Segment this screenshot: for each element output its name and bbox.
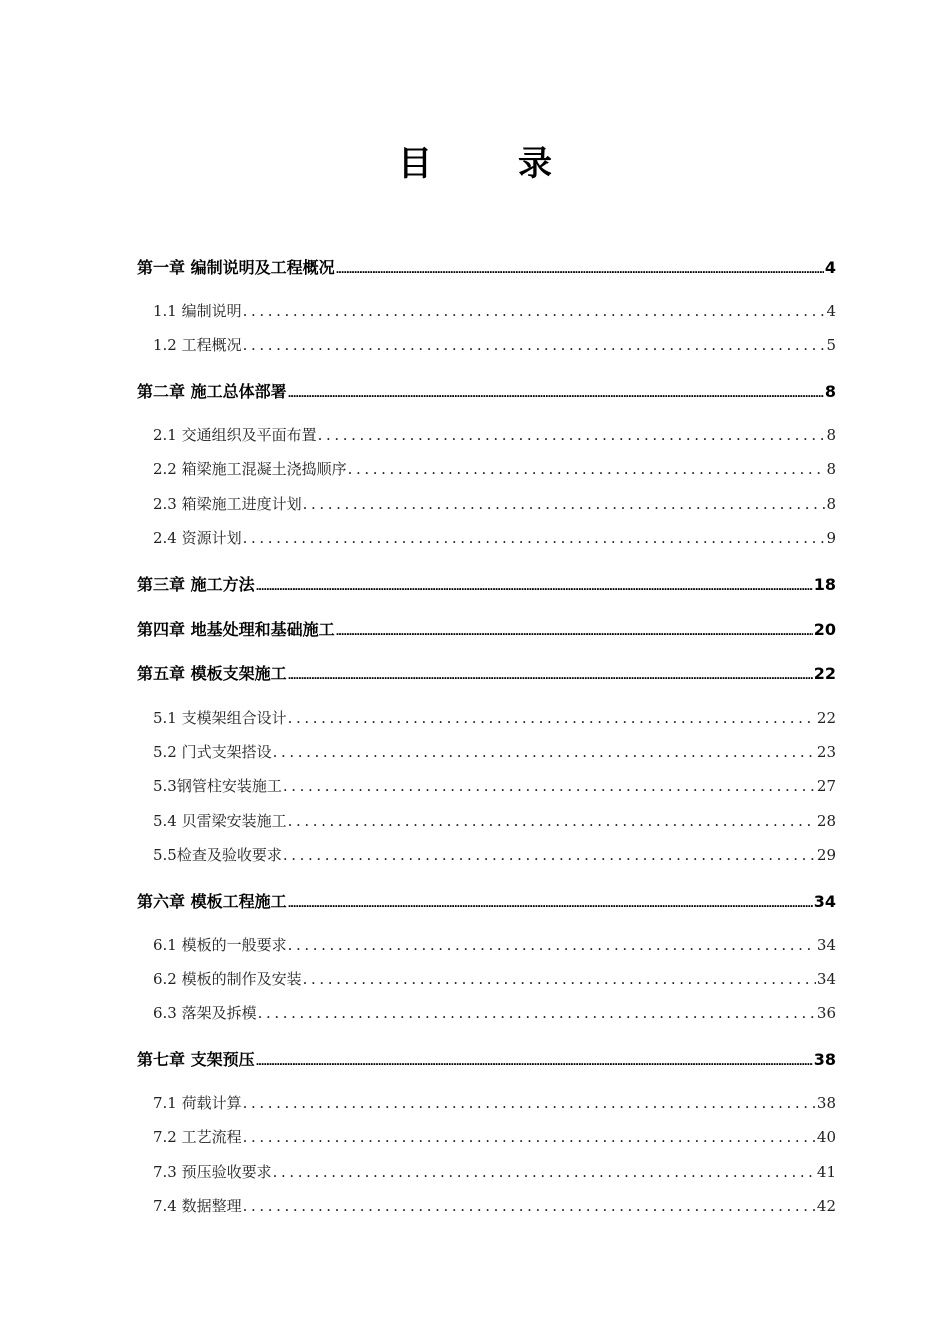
dot-leader — [303, 970, 816, 988]
toc-label: 第五章 模板支架施工 — [137, 664, 287, 683]
dot-leader — [288, 709, 816, 727]
toc-label: 6.2 模板的制作及安装 — [153, 970, 302, 988]
toc-label: 第一章 编制说明及工程概况 — [137, 258, 335, 277]
toc-section[interactable] — [153, 934, 836, 955]
toc-label: 第三章 施工方法 — [137, 575, 255, 594]
toc-section[interactable] — [153, 741, 836, 762]
dot-leader — [283, 777, 816, 795]
toc-chapter[interactable] — [137, 617, 836, 640]
toc-chapter[interactable] — [137, 661, 836, 684]
dot-leader — [243, 1094, 816, 1112]
toc-page-number: 22 — [816, 709, 836, 727]
toc-page-number: 23 — [816, 743, 836, 761]
toc-label: 7.4 数据整理 — [153, 1197, 242, 1215]
toc-page-number: 8 — [826, 426, 836, 444]
toc-section[interactable] — [153, 707, 836, 728]
dot-leader — [288, 812, 816, 830]
toc-section[interactable] — [153, 493, 836, 514]
toc-label: 第二章 施工总体部署 — [137, 382, 287, 401]
title-char-2: 录 — [518, 144, 552, 184]
toc-label: 2.3 箱梁施工进度计划 — [153, 495, 302, 513]
dot-leader — [256, 582, 813, 593]
toc-section[interactable] — [153, 1002, 836, 1023]
toc-page-number: 8 — [824, 382, 836, 401]
toc-page-number: 34 — [813, 892, 836, 911]
toc-label: 第七章 支架预压 — [137, 1050, 255, 1069]
toc-label: 5.2 门式支架搭设 — [153, 743, 272, 761]
toc-page-number: 34 — [816, 970, 836, 988]
toc-section[interactable] — [153, 810, 836, 831]
toc-page-number: 36 — [816, 1004, 836, 1022]
dot-leader — [303, 495, 826, 513]
toc-chapter[interactable] — [137, 572, 836, 595]
toc-page-number: 38 — [813, 1050, 836, 1069]
toc-section[interactable] — [153, 968, 836, 989]
dot-leader — [243, 529, 826, 547]
toc-label: 第四章 地基处理和基础施工 — [137, 620, 335, 639]
toc-page-number: 8 — [826, 460, 836, 478]
toc-section[interactable] — [153, 527, 836, 548]
toc-label: 2.1 交通组织及平面布置 — [153, 426, 317, 444]
toc-label: 6.3 落架及拆模 — [153, 1004, 257, 1022]
toc-page-number: 9 — [826, 529, 836, 547]
toc-page-number: 8 — [826, 495, 836, 513]
toc-page-number: 38 — [816, 1094, 836, 1112]
dot-leader — [288, 936, 816, 954]
toc-page-number: 42 — [816, 1197, 836, 1215]
toc-section[interactable] — [153, 300, 836, 321]
toc-page-number: 41 — [816, 1163, 836, 1181]
toc-page-number: 28 — [816, 812, 836, 830]
toc-label: 6.1 模板的一般要求 — [153, 936, 287, 954]
dot-leader — [273, 1163, 816, 1181]
toc-section[interactable] — [153, 458, 836, 479]
toc-label: 7.1 荷载计算 — [153, 1094, 242, 1112]
toc-page-number: 34 — [816, 936, 836, 954]
toc-page-number: 40 — [816, 1128, 836, 1146]
dot-leader — [288, 671, 813, 682]
toc-page-number: 5 — [826, 336, 836, 354]
toc-page-number: 27 — [816, 777, 836, 795]
dot-leader — [243, 336, 826, 354]
toc-label: 5.3钢管柱安装施工 — [153, 777, 282, 795]
toc-label: 2.2 箱梁施工混凝土浇捣顺序 — [153, 460, 347, 478]
toc-label: 7.2 工艺流程 — [153, 1128, 242, 1146]
dot-leader — [318, 426, 826, 444]
toc-label: 5.4 贝雷梁安装施工 — [153, 812, 287, 830]
title-char-1: 目 — [398, 144, 432, 184]
toc-label: 5.1 支模架组合设计 — [153, 709, 287, 727]
toc-section[interactable] — [153, 1126, 836, 1147]
dot-leader — [288, 899, 813, 910]
dot-leader — [243, 1128, 816, 1146]
dot-leader — [243, 302, 826, 320]
toc-label: 1.1 编制说明 — [153, 302, 242, 320]
toc-label: 1.2 工程概况 — [153, 336, 242, 354]
toc-label: 5.5检查及验收要求 — [153, 846, 282, 864]
toc-chapter[interactable] — [137, 889, 836, 912]
toc-page-number: 29 — [816, 846, 836, 864]
toc-page-number: 4 — [826, 302, 836, 320]
toc-page-number: 22 — [813, 664, 836, 683]
dot-leader — [348, 460, 826, 478]
toc-label: 7.3 预压验收要求 — [153, 1163, 272, 1181]
toc-section[interactable] — [153, 844, 836, 865]
toc-label: 2.4 资源计划 — [153, 529, 242, 547]
toc-chapter[interactable] — [137, 379, 836, 402]
toc-section[interactable] — [153, 334, 836, 355]
dot-leader — [273, 743, 816, 761]
dot-leader — [288, 389, 824, 400]
toc-page-number: 20 — [813, 620, 836, 639]
toc-chapter[interactable] — [137, 255, 836, 278]
toc-section[interactable] — [153, 424, 836, 445]
toc-chapter[interactable] — [137, 1047, 836, 1070]
toc-label: 第六章 模板工程施工 — [137, 892, 287, 911]
dot-leader — [256, 1057, 813, 1068]
dot-leader — [283, 846, 816, 864]
dot-leader — [243, 1197, 816, 1215]
dot-leader — [258, 1004, 816, 1022]
dot-leader — [336, 627, 813, 638]
toc-section[interactable] — [153, 1092, 836, 1113]
page-title — [0, 136, 950, 185]
dot-leader — [336, 265, 824, 276]
toc-page-number: 4 — [824, 258, 836, 277]
toc-section[interactable] — [153, 1195, 836, 1216]
toc-page-number: 18 — [813, 575, 836, 594]
toc-section[interactable] — [153, 1161, 836, 1182]
toc-section[interactable] — [153, 775, 836, 796]
